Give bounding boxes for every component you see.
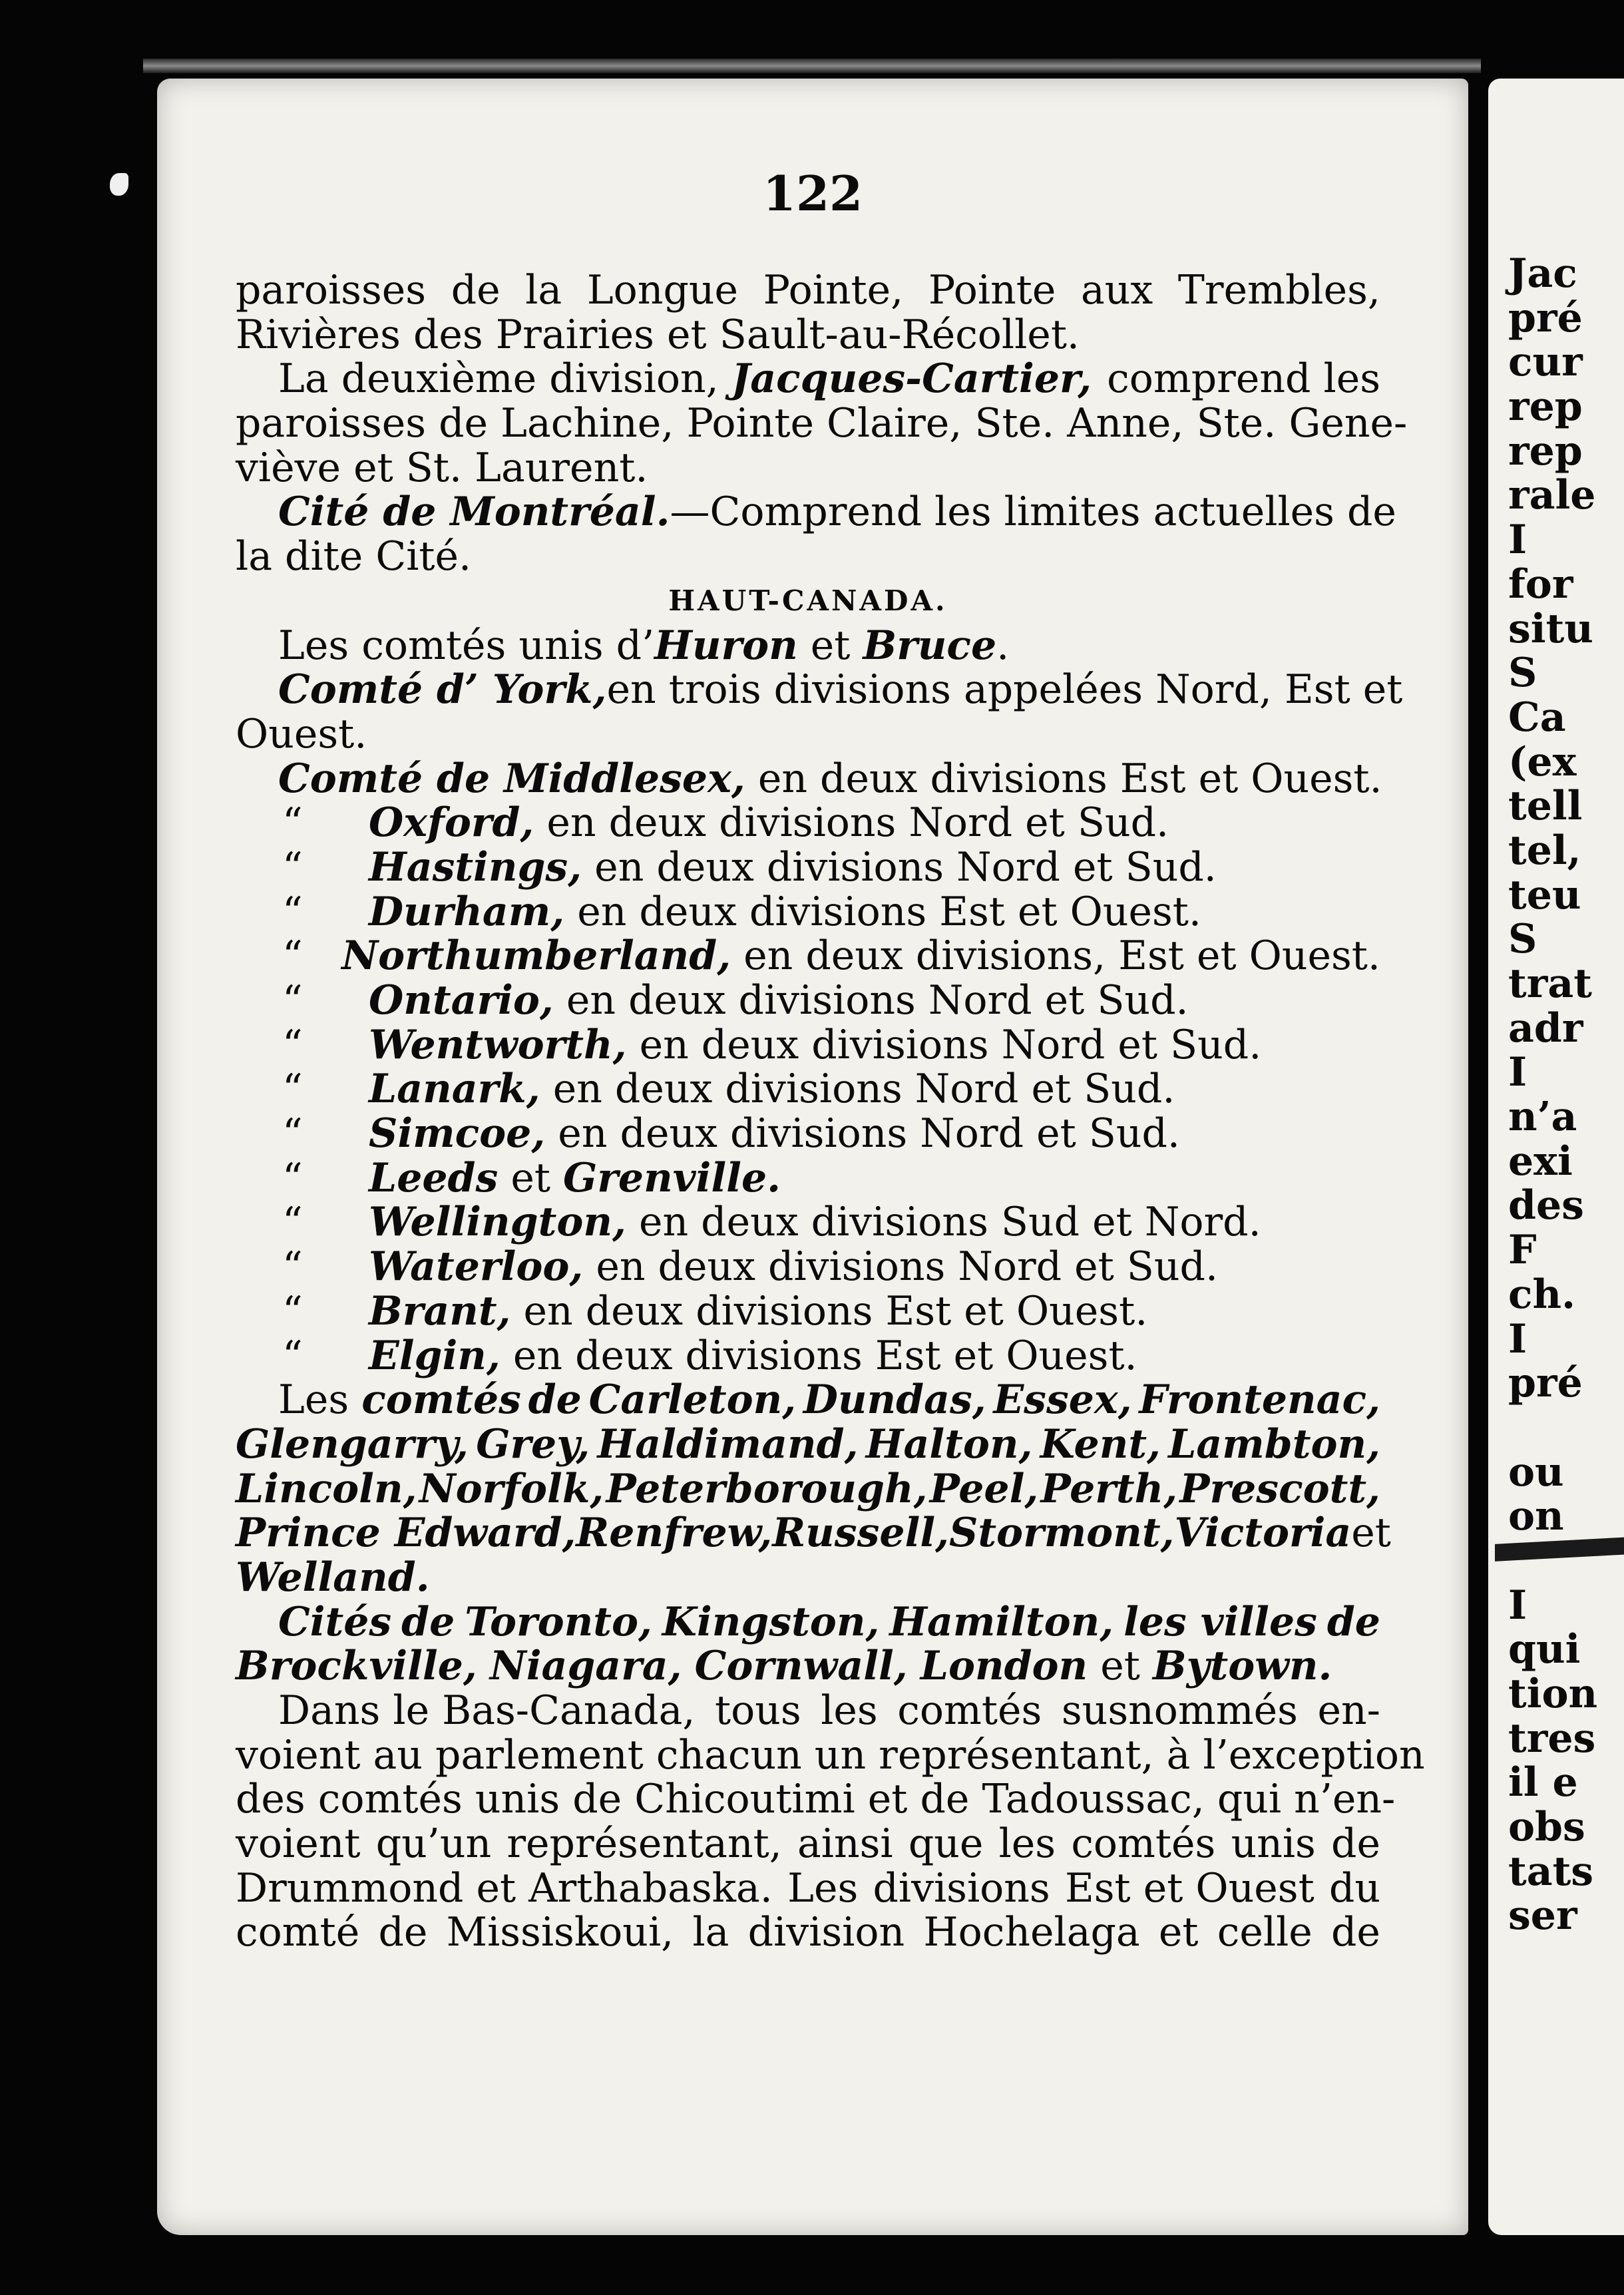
right-page-line: tel, — [1508, 827, 1581, 874]
text-line: Rivières des Prairies et Sault-au-Récollet. — [236, 311, 1080, 358]
right-page-line: for — [1508, 560, 1573, 608]
right-page-line: des — [1508, 1182, 1584, 1229]
right-page-line: S — [1508, 916, 1537, 963]
text-line: Les comtés unis d’Huron et Bruce. — [278, 622, 1010, 669]
text-line: viève et St. Laurent. — [236, 444, 648, 491]
binding-edge — [143, 59, 1481, 73]
text-line: Brockville, Niagara, Cornwall, London et Bytown. — [236, 1643, 1332, 1690]
right-page-line: adr — [1508, 1004, 1583, 1052]
section-heading: HAUT-CANADA. — [668, 584, 948, 617]
county-entry: “ Wellington, en deux divisions Sud et Nord. — [282, 1199, 1261, 1246]
text-line: la dite Cité. — [236, 533, 472, 580]
county-entry: “ Simcoe, en deux divisions Nord et Sud. — [282, 1110, 1180, 1157]
text-line: Comté d’ York, en trois divisions appelées Nord, Est et — [278, 666, 1403, 714]
right-page-line: on — [1508, 1493, 1564, 1540]
right-page-line: n’a — [1508, 1094, 1577, 1141]
text-line: Glengarry, Grey, Haldimand, Halton, Kent, Lambton, — [236, 1420, 1380, 1468]
right-page-line: teu — [1508, 871, 1581, 919]
right-page-line: obs — [1508, 1804, 1585, 1851]
county-entry: “ Elgin, en deux divisions Est et Ouest. — [282, 1332, 1137, 1379]
county-entry: “ Wentworth, en deux divisions Nord et Sud. — [282, 1021, 1262, 1068]
county-entry: “ Brant, en deux divisions Est et Ouest. — [282, 1287, 1148, 1335]
right-page-line: I — [1508, 1049, 1527, 1096]
right-page-line: tres — [1508, 1715, 1596, 1762]
right-page-line: tats — [1508, 1848, 1594, 1895]
county-entry: “ Lanark, en deux divisions Nord et Sud. — [282, 1066, 1175, 1113]
text-line: Comté de Middlesex, en deux divisions Est et Ouest. — [278, 755, 1382, 802]
county-entry: “ Ontario, en deux divisions Nord et Sud. — [282, 977, 1189, 1024]
right-page-line: tell — [1508, 783, 1583, 830]
text-line: comté de Missiskoui, la division Hochelaga et celle de — [236, 1909, 1380, 1956]
page-edge-mark — [110, 173, 128, 196]
right-page-line: S — [1508, 650, 1537, 697]
right-page-line: trat — [1508, 960, 1592, 1007]
county-entry: “ Northumberland, en deux divisions, Est et Ouest. — [282, 933, 1380, 980]
text-line: Cités de Toronto, Kingston, Hamilton, les villes de — [278, 1598, 1380, 1645]
right-page-line: ou — [1508, 1448, 1564, 1496]
text-line: Les comtés de Carleton, Dundas, Essex, Frontenac, — [278, 1376, 1380, 1424]
right-page-line: rale — [1508, 472, 1596, 519]
right-page-line: situ — [1508, 605, 1593, 652]
text-line: Prince Edward, Renfrew, Russell, Stormont, Victoria et — [236, 1510, 1391, 1557]
right-page-fragment — [1488, 79, 1624, 2235]
right-page-line: Jac — [1508, 250, 1577, 297]
text-line: La deuxième division, Jacques-Cartier, comprend les — [278, 355, 1380, 403]
text-line: Cité de Montréal. —Comprend les limites actuelles de — [278, 489, 1396, 536]
right-page-line: I — [1508, 1581, 1527, 1629]
right-page-line: pré — [1508, 1360, 1583, 1407]
text-line: Drummond et Arthabaska. Les divisions Est et Ouest du — [236, 1864, 1380, 1912]
right-page-line: rep — [1508, 383, 1583, 431]
text-line: paroisses de Lachine, Pointe Claire, Ste. Anne, Ste. Gene- — [236, 400, 1408, 447]
county-entry: “ Hastings, en deux divisions Nord et Sud. — [282, 843, 1217, 891]
right-page-line: pré — [1508, 294, 1583, 341]
right-page-line: F — [1508, 1227, 1537, 1274]
left-page — [157, 79, 1468, 2235]
text-line: des comtés unis de Chicoutimi et de Tadoussac, qui n’en- — [236, 1776, 1396, 1823]
text-line: Dans le Bas-Canada, tous les comtés susnommés en- — [278, 1687, 1380, 1734]
right-page-line — [1508, 1406, 1597, 1450]
right-page-line: ch. — [1508, 1271, 1576, 1318]
right-page-line: ser — [1508, 1892, 1577, 1940]
text-line: voient au parlement chacun un représentant, à l’exception — [236, 1731, 1425, 1778]
right-page-line: I — [1508, 517, 1527, 564]
right-page-line: Ca — [1508, 694, 1566, 741]
text-line: Lincoln, Norfolk, Peterborough, Peel, Perth, Prescott, — [236, 1465, 1380, 1512]
right-page-line: rep — [1508, 427, 1583, 475]
page-body — [236, 267, 1425, 1956]
text-line: Welland. — [236, 1554, 430, 1601]
right-page-line: (ex — [1508, 738, 1577, 785]
page-number: 122 — [762, 165, 863, 222]
right-page-line: exi — [1508, 1138, 1573, 1185]
right-page-line: I — [1508, 1315, 1527, 1362]
right-page-line: tion — [1508, 1671, 1598, 1717]
county-entry: “ Waterloo, en deux divisions Nord et Sud. — [282, 1243, 1219, 1291]
county-entry: “ Durham, en deux divisions Est et Ouest. — [282, 888, 1201, 935]
text-line: paroisses de la Longue Pointe, Pointe aux Trembles, — [236, 267, 1380, 313]
right-page-line: qui — [1508, 1626, 1581, 1673]
county-entry: “ Leeds et Grenville. — [282, 1154, 781, 1201]
county-entry: “ Oxford, en deux divisions Nord et Sud. — [282, 799, 1169, 847]
text-line: Ouest. — [236, 710, 367, 757]
right-page-line: il e — [1508, 1759, 1578, 1806]
text-line: voient qu’un représentant, ainsi que les comtés unis de — [236, 1820, 1380, 1868]
right-page-text — [1508, 252, 1597, 1938]
right-page-line: cur — [1508, 339, 1583, 386]
